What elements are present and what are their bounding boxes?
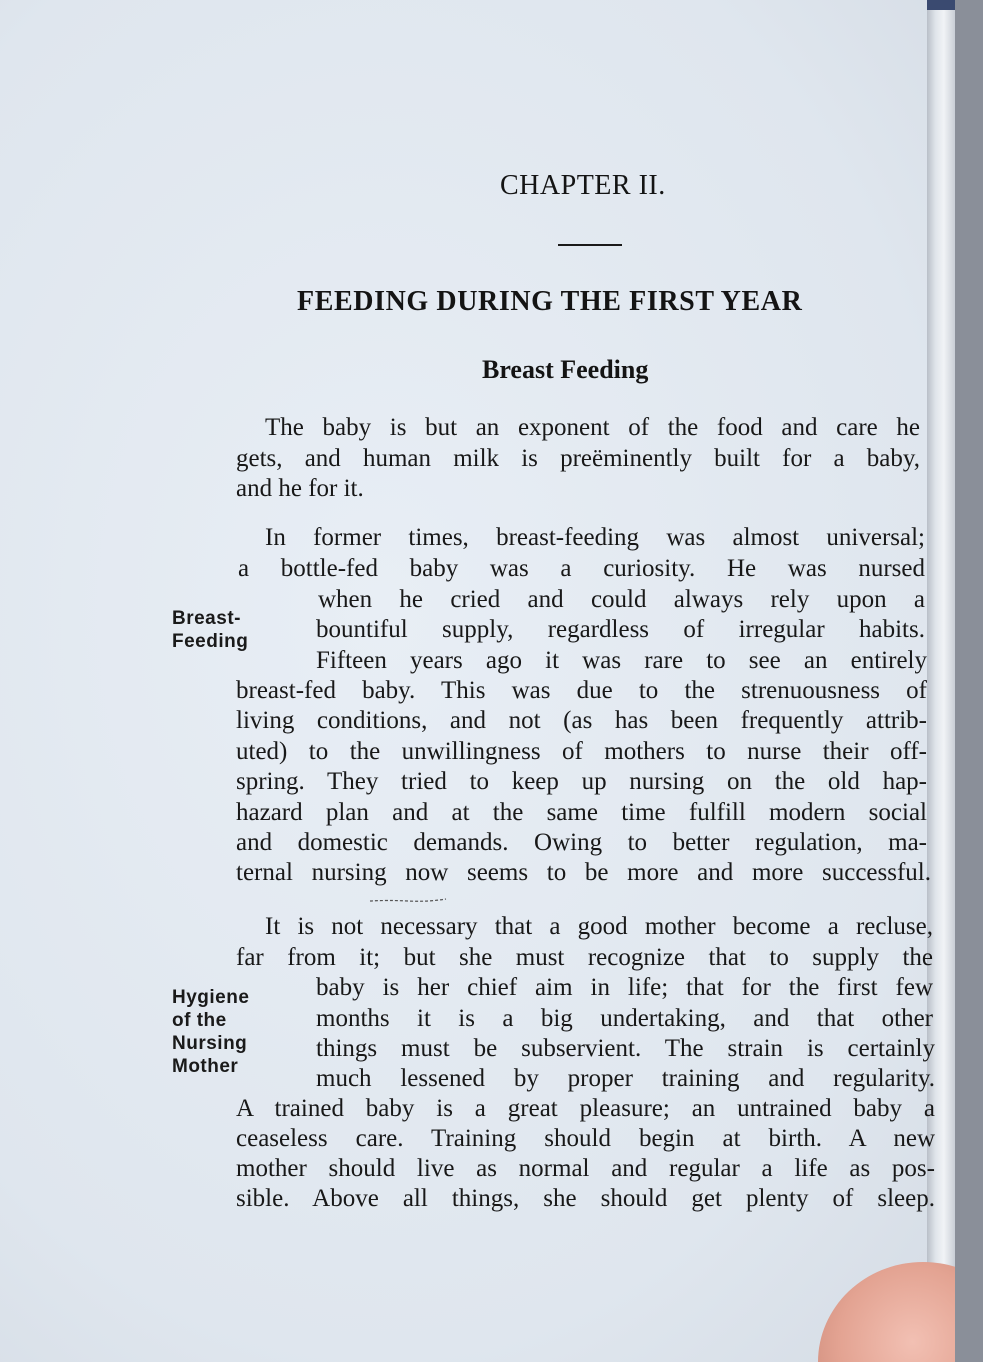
chapter-title: FEEDING DURING THE FIRST YEAR <box>297 286 803 317</box>
paragraph-3-line-9: mother should live as normal and regular a life as pos- <box>236 1155 935 1182</box>
paragraph-3-line-2: far from it; but she must recognize that to supply the <box>236 944 933 971</box>
paragraph-2-line-11: and domestic demands. Owing to better regulation, ma- <box>236 829 927 856</box>
paragraph-1-line-1: The baby is but an exponent of the food and care he <box>265 414 920 441</box>
paragraph-2-line-10: hazard plan and at the same time fulfill modern social <box>236 799 927 826</box>
sidenote-line: Breast- <box>172 608 241 629</box>
paragraph-3-line-4: months it is a big undertaking, and that other <box>316 1005 933 1032</box>
book-cover-edge <box>927 0 955 10</box>
paragraph-2-line-8: uted) to the unwillingness of mothers to nurse their off- <box>236 738 927 765</box>
sidenote-hygiene <box>172 986 249 1078</box>
sidenote-line: Hygiene <box>172 987 250 1008</box>
thumb-holding-page <box>818 1262 955 1362</box>
paragraph-2-line-2: a bottle-fed baby was a curiosity. He was nursed <box>238 555 925 582</box>
ink-smudge <box>368 897 448 903</box>
paragraph-3-line-8: ceaseless care. Training should begin at birth. A new <box>236 1125 935 1152</box>
heading-rule <box>558 244 622 246</box>
sidenote-line: Mother <box>172 1056 239 1077</box>
paragraph-2-line-1: In former times, breast-feeding was almost universal; <box>265 524 925 551</box>
section-subtitle: Breast Feeding <box>482 355 649 384</box>
sidenote-line: Feeding <box>172 631 249 652</box>
paragraph-3-line-3: baby is her chief aim in life; that for the first few <box>316 974 933 1001</box>
paragraph-3-line-5: things must be subservient. The strain is certainly <box>316 1035 935 1062</box>
sidenote-breast-feeding <box>172 607 248 653</box>
paragraph-3-line-1: It is not necessary that a good mother become a recluse, <box>265 913 933 940</box>
paragraph-2-line-4: bountiful supply, regardless of irregular habits. <box>316 616 925 643</box>
chapter-heading: CHAPTER II. <box>500 170 666 201</box>
paragraph-2-line-5: Fifteen years ago it was rare to see an entirely <box>316 647 927 674</box>
paragraph-3-line-10: sible. Above all things, she should get plenty of sleep. <box>236 1185 935 1212</box>
paragraph-1-line-2: gets, and human milk is preëminently built for a baby, <box>236 445 920 472</box>
paragraph-2-line-9: spring. They tried to keep up nursing on the old hap- <box>236 768 927 795</box>
paragraph-2-line-7: living conditions, and not (as has been frequently attrib- <box>236 707 927 734</box>
sidenote-line: of the <box>172 1010 227 1031</box>
paragraph-3-line-7: A trained baby is a great pleasure; an untrained baby a <box>236 1095 935 1122</box>
paragraph-2-line-3: when he cried and could always rely upon a <box>318 586 925 613</box>
sidenote-line: Nursing <box>172 1033 248 1054</box>
paragraph-2-line-6: breast-fed baby. This was due to the strenuousness of <box>236 677 927 704</box>
paragraph-2-line-12: ternal nursing now seems to be more and more successful. <box>236 859 931 886</box>
paragraph-1-line-3: and he for it. <box>236 475 364 502</box>
paragraph-3-line-6: much lessened by proper training and regularity. <box>316 1065 935 1092</box>
